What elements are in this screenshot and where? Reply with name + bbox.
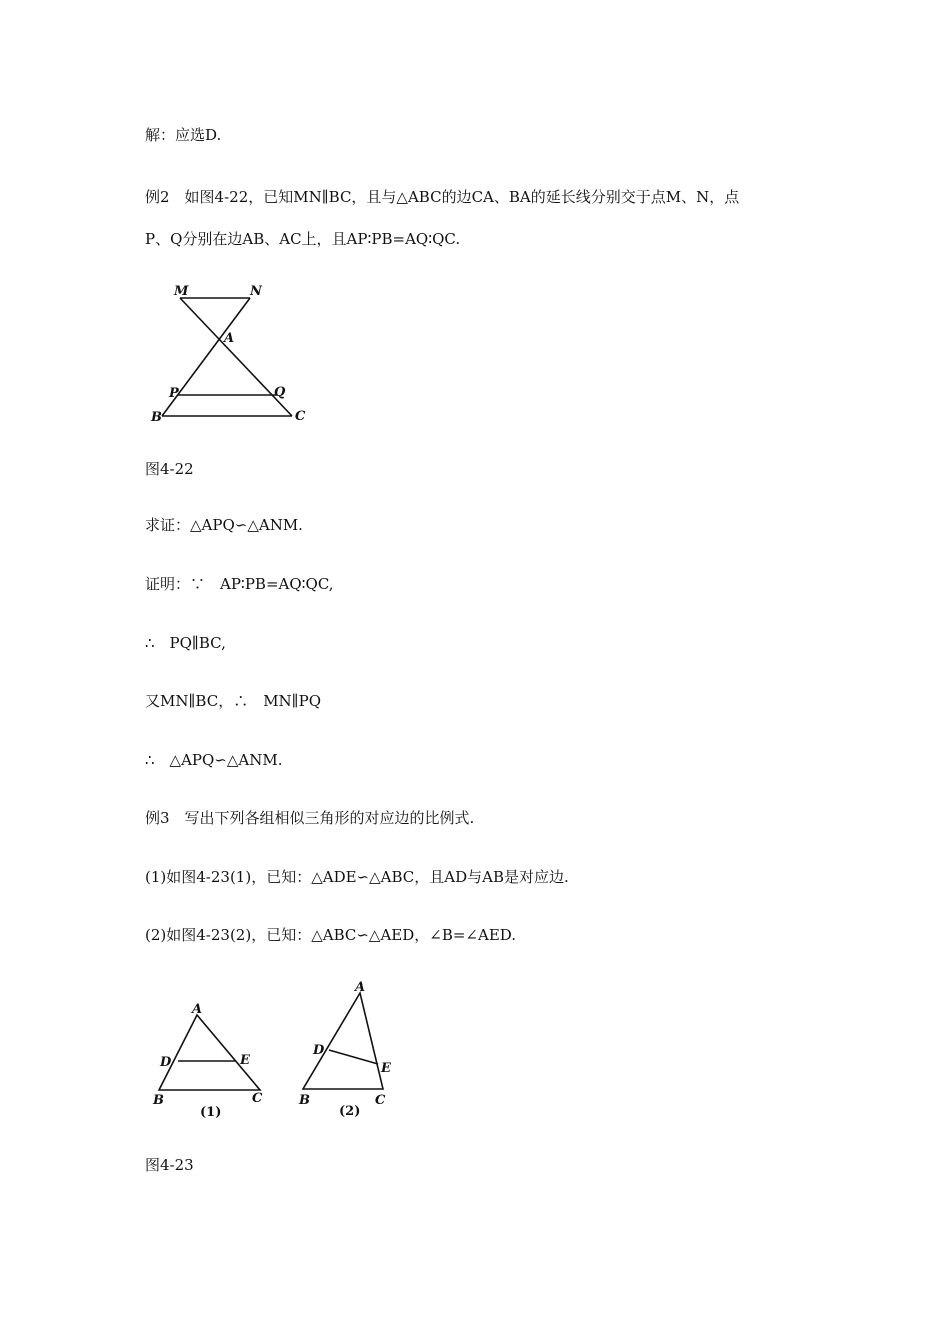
label-M: M xyxy=(174,284,189,299)
fig2-label-A: A xyxy=(355,980,366,995)
example2-line1: 例2 如图4-22，已知MN∥BC，且与△ABC的边CA、BA的延长线分别交于点M、N，点 xyxy=(145,188,740,206)
proof-goal: 求证：△APQ∽△ANM. xyxy=(145,516,303,534)
figure-4-23 xyxy=(145,975,405,1125)
fig1-label-D: D xyxy=(160,1055,172,1070)
label-P: P xyxy=(169,386,179,401)
fig1-label-E: E xyxy=(240,1053,250,1068)
proof-step3: 又MN∥BC，∴ MN∥PQ xyxy=(145,692,321,710)
fig2-label-B: B xyxy=(299,1093,310,1108)
figure-4-22-caption: 图4-22 xyxy=(145,460,194,478)
proof-step2: ∴ PQ∥BC, xyxy=(145,634,226,652)
label-C: C xyxy=(295,409,306,424)
example3-part1: (1)如图4-23(1)，已知：△ADE∽△ABC，且AD与AB是对应边. xyxy=(145,868,569,886)
proof-step1: 证明：∵ AP∶PB=AQ∶QC, xyxy=(145,575,334,593)
example3-part2: (2)如图4-23(2)，已知：△ABC∽△AED，∠B=∠AED. xyxy=(145,926,517,944)
label-Q: Q xyxy=(274,385,286,400)
figure-4-23-caption: 图4-23 xyxy=(145,1156,194,1174)
example3-line1: 例3 写出下列各组相似三角形的对应边的比例式. xyxy=(145,809,475,827)
fig2-label-D: D xyxy=(313,1043,325,1058)
fig1-label-C: C xyxy=(252,1091,263,1106)
proof-step4: ∴ △APQ∽△ANM. xyxy=(145,751,283,769)
fig2-label-E: E xyxy=(381,1061,391,1076)
fig1-label-B: B xyxy=(153,1093,164,1108)
label-N: N xyxy=(250,284,262,299)
answer-line: 解：应选D. xyxy=(145,126,222,144)
label-A: A xyxy=(224,331,235,346)
fig1-tag: (1) xyxy=(200,1105,222,1120)
fig2-tag: (2) xyxy=(339,1104,361,1119)
example2-line2: P、Q分别在边AB、AC上，且AP∶PB=AQ∶QC. xyxy=(145,230,461,248)
label-B: B xyxy=(151,410,162,425)
fig2-label-C: C xyxy=(375,1093,386,1108)
fig1-label-A: A xyxy=(192,1002,203,1017)
figure-4-22 xyxy=(140,278,340,428)
